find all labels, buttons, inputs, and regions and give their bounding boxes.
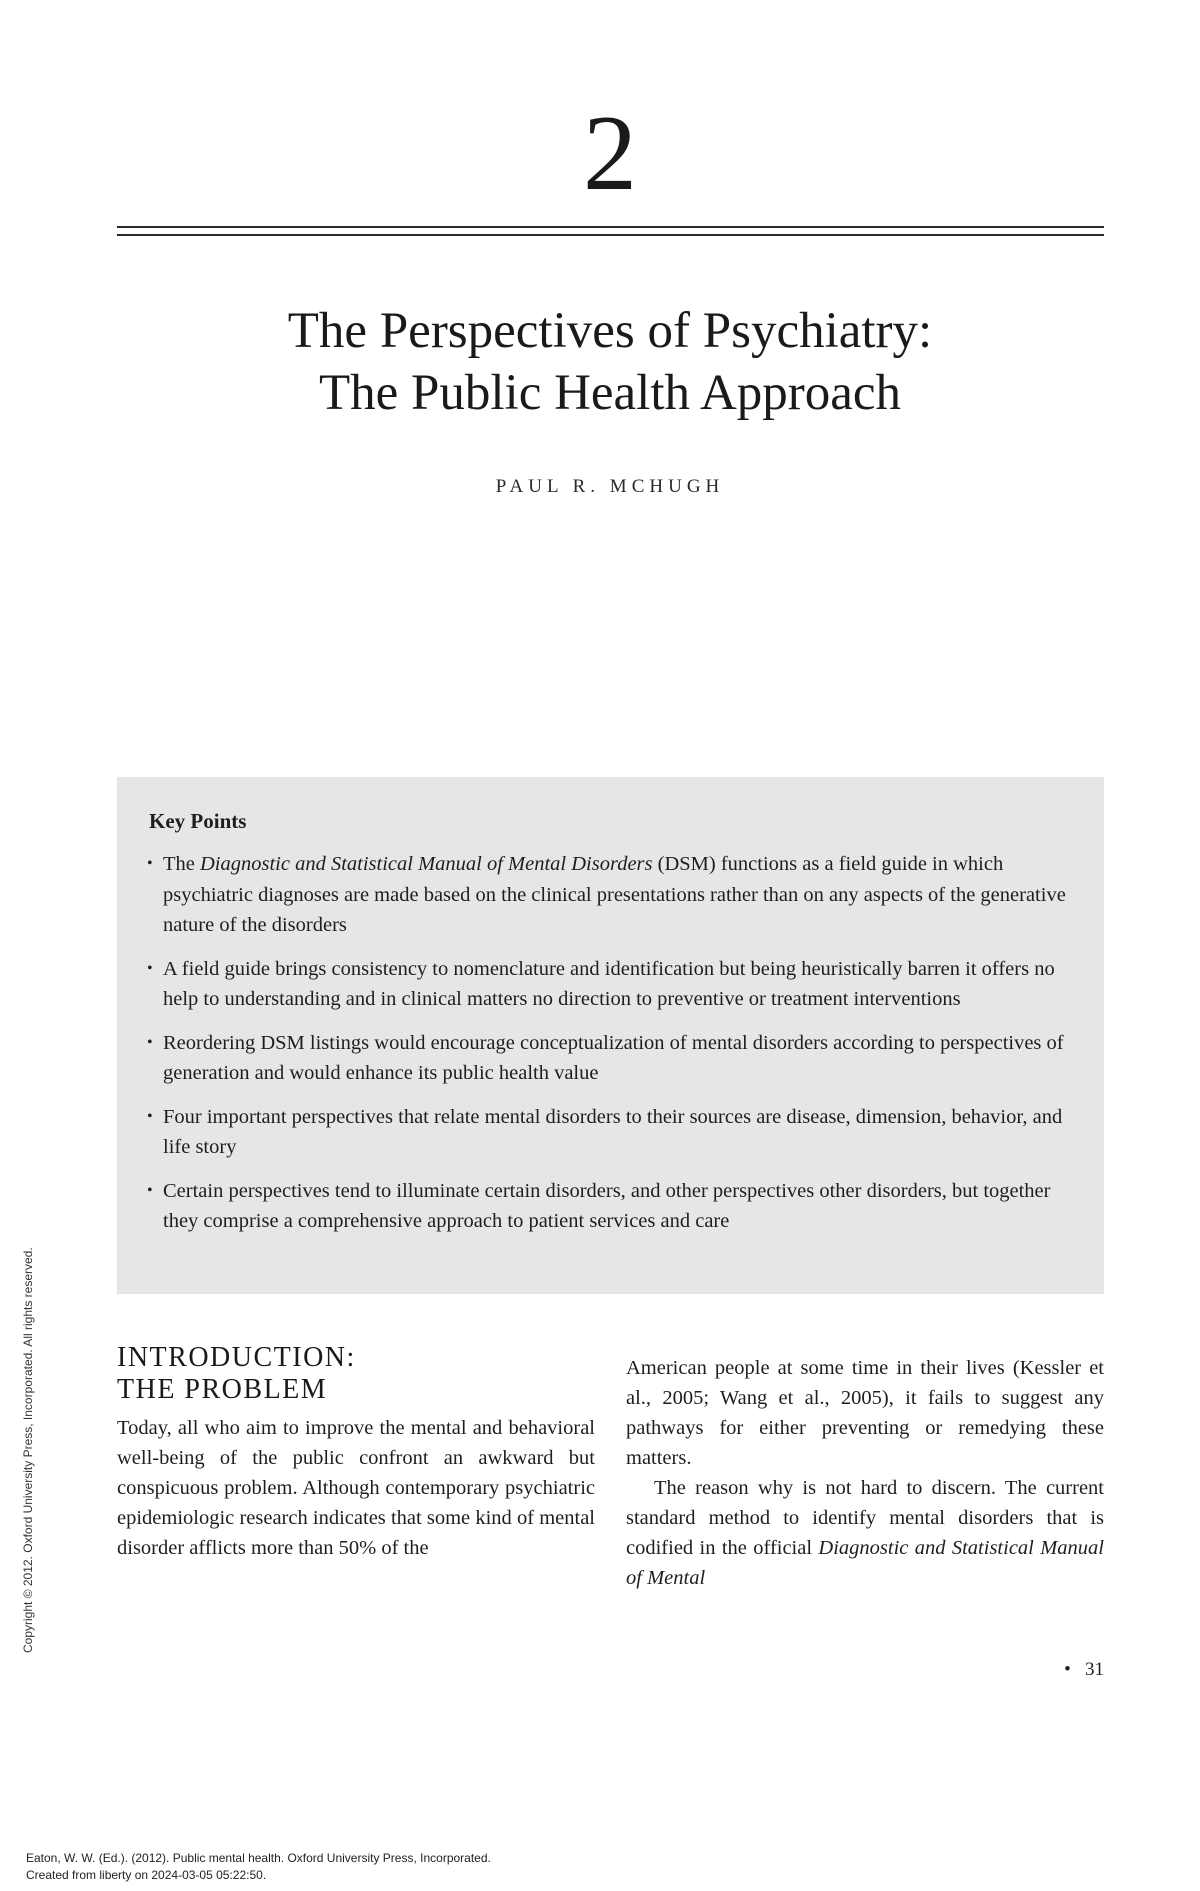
- chapter-number: 2: [583, 94, 637, 213]
- key-point-item: • Reordering DSM listings would encourage conceptualization of mental disorders according to perspectives of generation and would enhance its public health value: [147, 1028, 1087, 1089]
- chapter-title: [0, 300, 1200, 424]
- body-paragraph: Today, all who aim to improve the mental and behavioral well-being of the public confront an awkward but conspicuous problem. Although contemporary psychiatric epidemiologic research indicates that some kind of mental disorder afflicts more than 50% of the: [117, 1417, 595, 1559]
- page-number-bullet: •: [1064, 1659, 1071, 1680]
- key-points-box: [117, 777, 1104, 1294]
- section-heading-introduction: [117, 1342, 356, 1406]
- divider-rule-bottom: [117, 234, 1104, 236]
- key-point-item: • A field guide brings consistency to nomenclature and identification but being heuristically barren it offers no help to understanding and in clinical matters no direction to preventive or treatment interventions: [147, 954, 1087, 1015]
- section-heading-line-1: INTRODUCTION:: [117, 1342, 356, 1373]
- key-point-text: The: [163, 853, 200, 875]
- footer-citation: Eaton, W. W. (Ed.). (2012). Public mental health. Oxford University Press, Incorporated.: [26, 1851, 491, 1865]
- body-paragraph: [626, 1473, 1104, 1593]
- body-paragraph: American people at some time in their lives (Kessler et al., 2005; Wang et al., 2005), it fails to suggest any pathways for either preventing or remedying these matters.: [626, 1357, 1104, 1469]
- key-point-item: • Four important perspectives that relate mental disorders to their sources are disease, dimension, behavior, and life story: [147, 1102, 1087, 1163]
- body-column-left: [117, 1413, 595, 1563]
- key-point-italic-title: Diagnostic and Statistical Manual of Mental Disorders: [200, 853, 653, 875]
- side-copyright-notice: Copyright © 2012. Oxford University Press, Incorporated. All rights reserved.: [21, 1247, 35, 1653]
- chapter-title-line-2: The Public Health Approach: [318, 365, 902, 421]
- footer-created: Created from liberty on 2024-03-05 05:22:50.: [26, 1868, 267, 1882]
- chapter-author: PAUL R. MCHUGH: [495, 476, 725, 497]
- body-column-right: [626, 1353, 1104, 1593]
- page-number-value: 31: [1085, 1659, 1104, 1680]
- key-point-item: [147, 849, 1087, 941]
- key-point-item: • Certain perspectives tend to illuminate certain disorders, and other perspectives other disorders, but together they comprise a comprehensive approach to patient services and care: [147, 1176, 1087, 1237]
- chapter-title-line-1: The Perspectives of Psychiatry:: [287, 303, 933, 359]
- page-number: [1030, 1659, 1104, 1681]
- key-points-list: [147, 849, 1087, 1250]
- body-italic-title: Diagnostic and Statistical Manual of Mental: [626, 1537, 1104, 1589]
- body-text: The reason why is not hard to discern. The current standard method to identify mental disorders that is codified in the official: [626, 1477, 1104, 1559]
- key-points-heading: Key Points: [149, 809, 247, 833]
- divider-rule-top: [117, 226, 1104, 228]
- key-point-text: (DSM) functions as a field guide in which psychiatric diagnoses are made based on the clinical presentations rather than on any aspects of the generative nature of the disorders: [163, 853, 1066, 936]
- section-heading-line-2: THE PROBLEM: [117, 1374, 328, 1405]
